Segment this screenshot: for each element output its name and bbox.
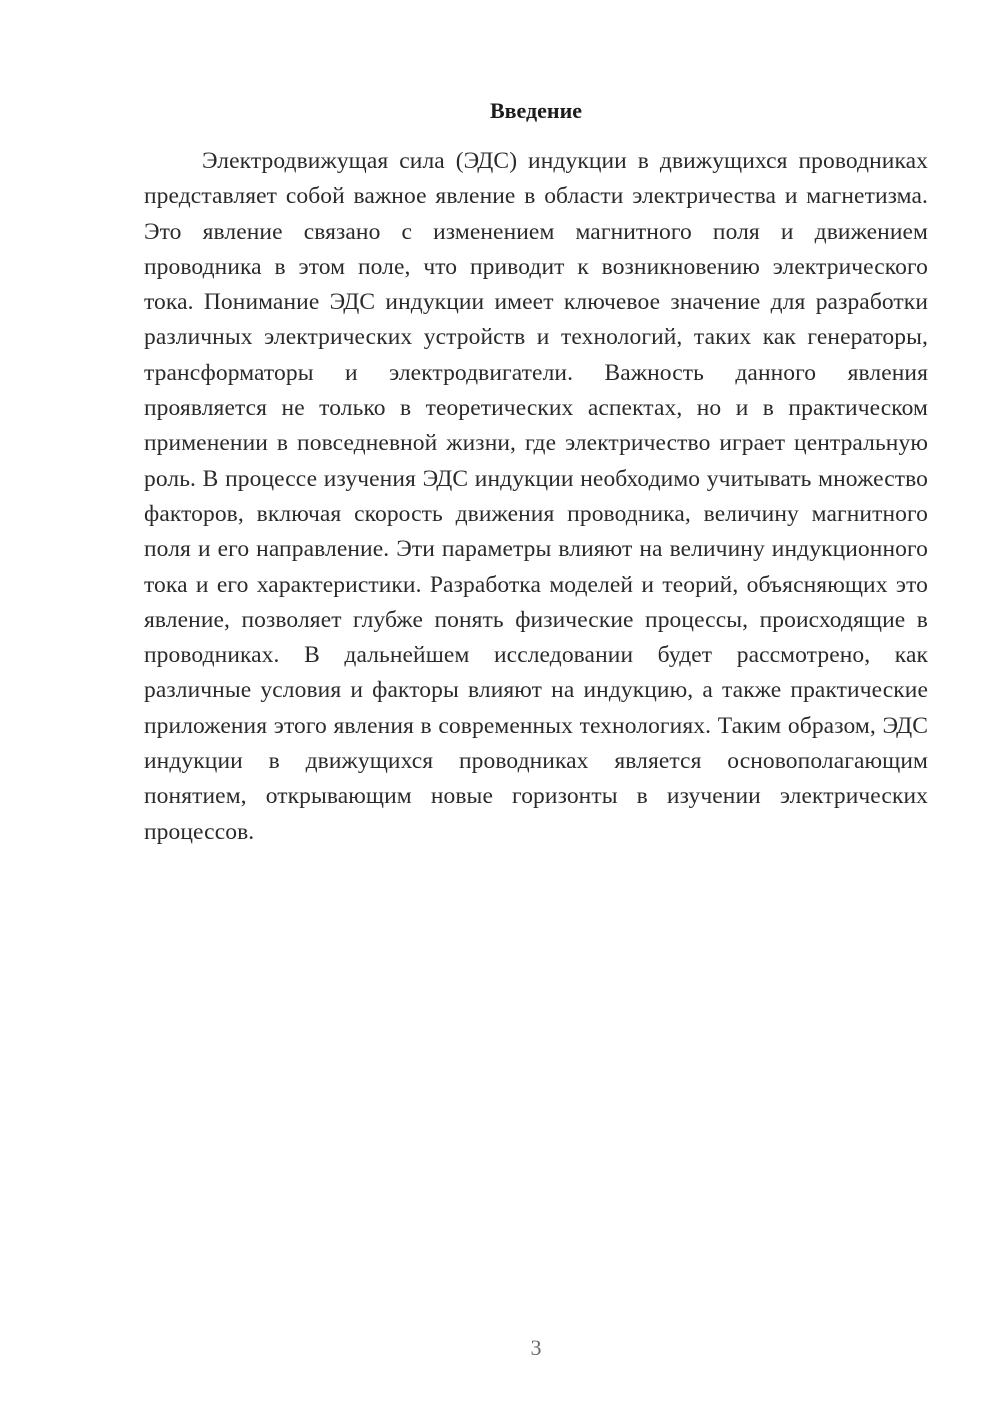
section-heading: Введение [489,98,583,123]
body-paragraph: Электродвижущая сила (ЭДС) индукции в движущихся проводниках представляет собой важное явление в области электричества и магнетизма. Это явление связано с изменением магнитного поля и движением проводника в этом поле, что приводит к возникновению электрического тока. Понимание ЭДС индукции имеет ключевое значение для разработки различных электрических устройств и технологий, таких как генераторы, трансформаторы и электродвигатели. Важность данного явления проявляется не только в теоретических аспектах, но и в практическом применении в повседневной жизни, где электричество играет центральную роль. В процессе изучения ЭДС индукции необходимо учитывать множество факторов, включая скорость движения проводника, величину магнитного поля и его направление. Эти параметры влияют на величину индукционного тока и его характеристики. Разработка моделей и теорий, объясняющих это явление, позволяет глубже понять физические процессы, происходящие в проводниках. В дальнейшем исследовании будет рассмотрено, как различные условия и факторы влияют на индукцию, а также практические приложения этого явления в современных технологиях. Таким образом, ЭДС индукции в движущихся проводниках является основополагающим понятием, открывающим новые горизонты в изучении электрических процессов. [144,148,928,845]
page-number: 3 [530,1335,542,1360]
